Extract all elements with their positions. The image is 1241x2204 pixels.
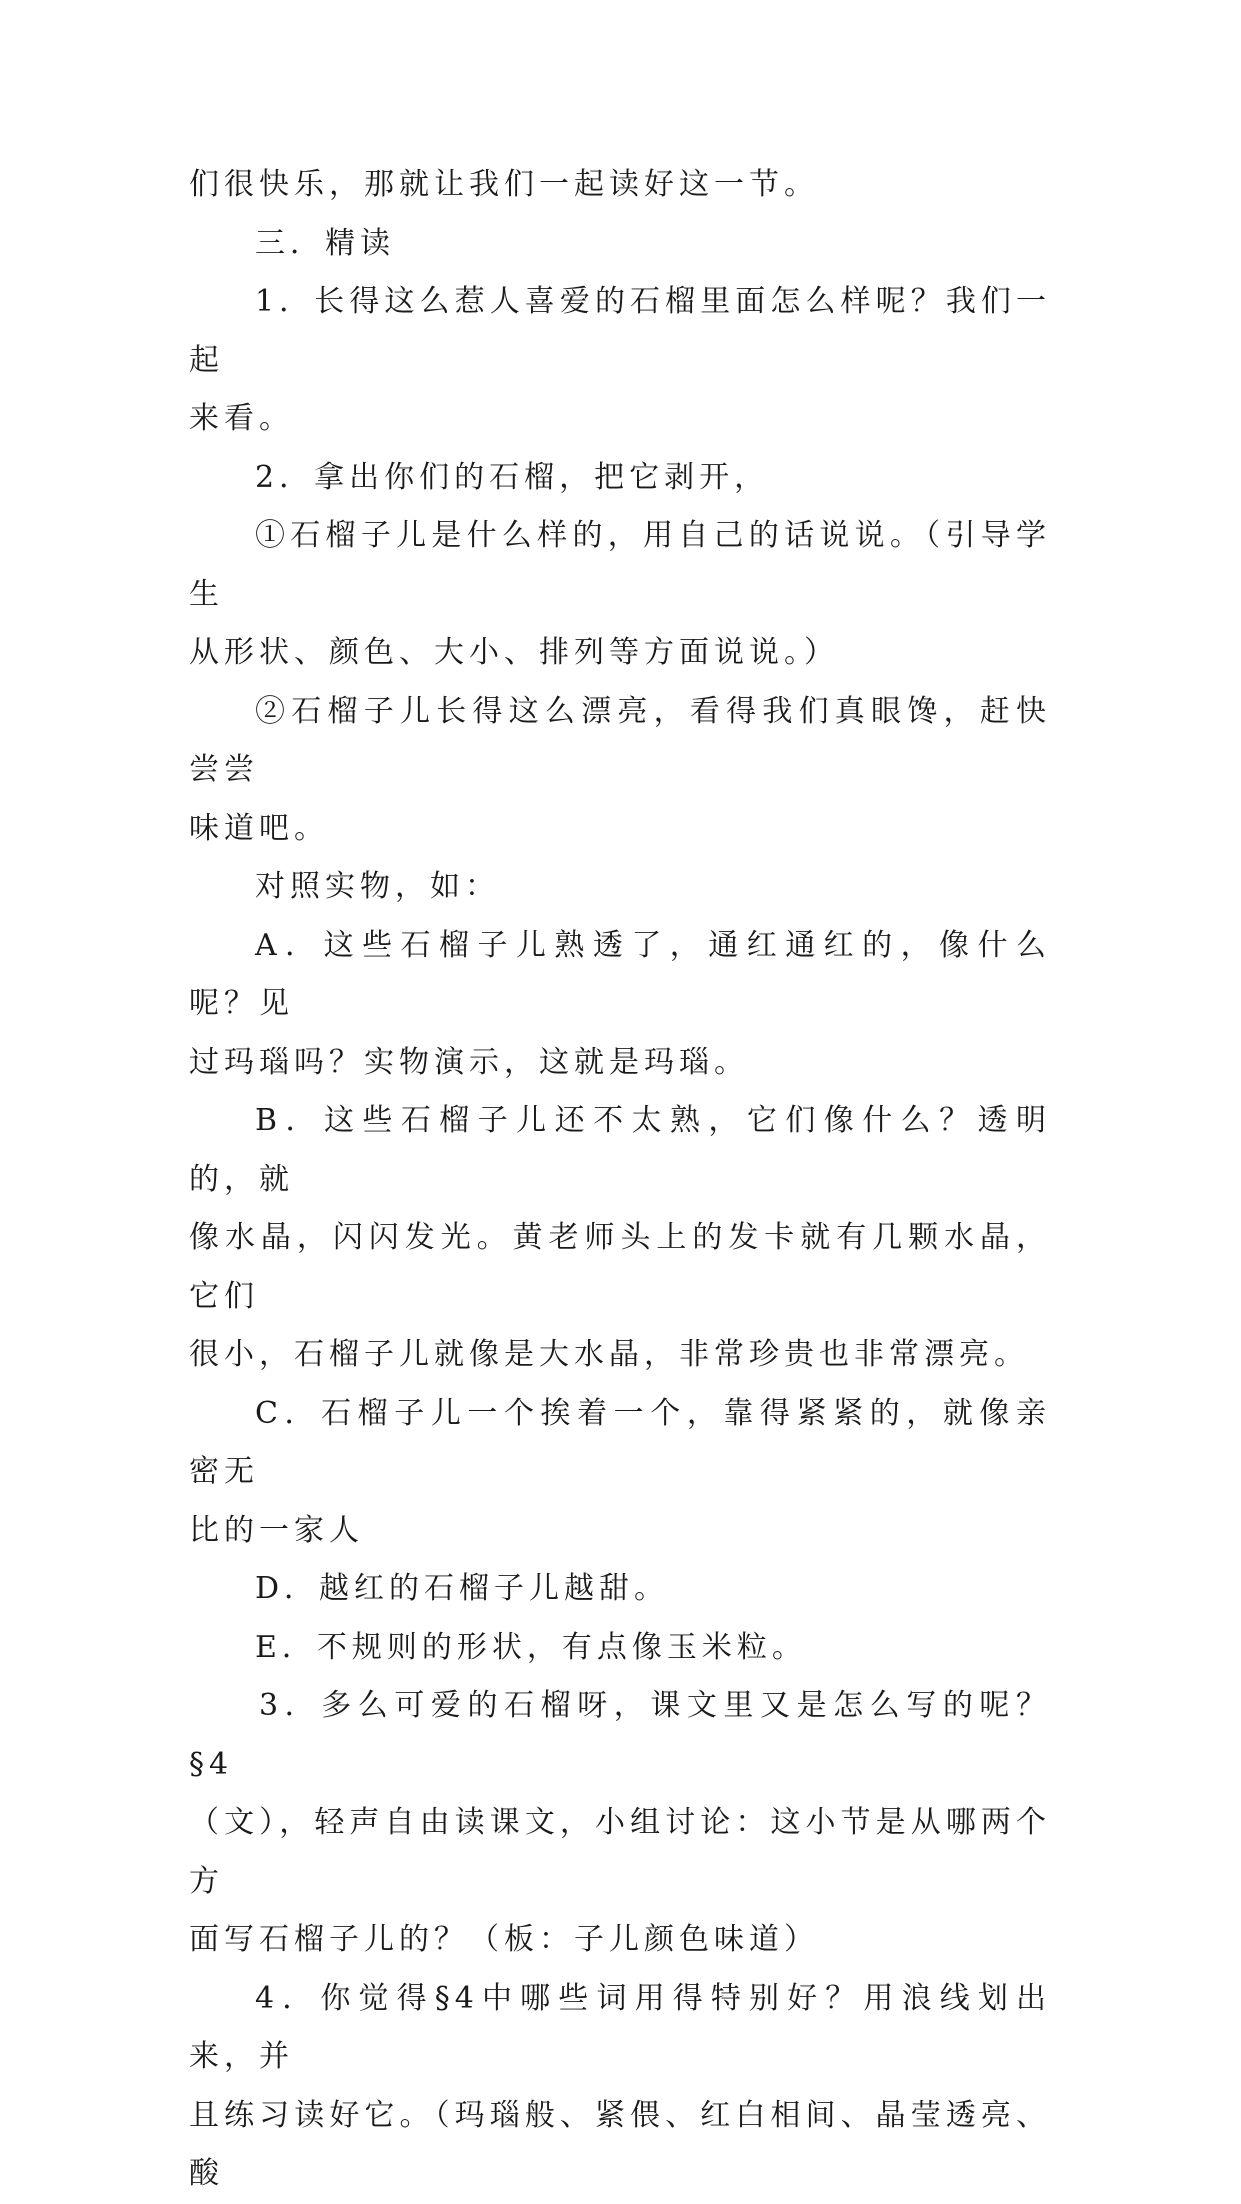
paragraph-item-c: C．石榴子儿一个挨着一个，靠得紧紧的，就像亲密无 比的一家人 <box>189 1395 1051 1548</box>
paragraph-step-2: 2．拿出你们的石榴，把它剥开， <box>255 459 770 495</box>
paragraph-step-1: 1．长得这么惹人喜爱的石榴里面怎么样呢？我们一起 来看。 <box>189 284 1051 436</box>
paragraph-compare-intro: 对照实物，如： <box>255 869 500 904</box>
paragraph-item-a: A．这些石榴子儿熟透了，通红通红的，像什么呢？见 过玛瑙吗？实物演示，这就是玛瑙。 <box>189 927 1051 1080</box>
paragraph-step-3: 3．多么可爱的石榴呀，课文里又是怎么写的呢？§4 （文），轻声自由读课文，小组讨论：这小节是从哪两个方 面写石榴子儿的？（板：子儿颜色味道） <box>189 1688 1051 1957</box>
paragraph-continuation: 们很快乐，那就让我们一起读好这一节。 <box>189 167 819 202</box>
paragraph-item-e: E．不规则的形状，有点像玉米粒。 <box>255 1629 807 1665</box>
paragraph-sub-2: ②石榴子儿长得这么漂亮，看得我们真眼馋，赶快尝尝 味道吧。 <box>189 693 1051 846</box>
paragraph-step-4: 4．你觉得§4中哪些词用得特别好？用浪线划出来，并 且练习读好它。（玛瑙般、紧偎、红白相间、晶莹透亮、酸 <box>189 1980 1051 2191</box>
section-heading-intensive-reading: 三．精读 <box>255 225 395 261</box>
paragraph-sub-1: ①石榴子儿是什么样的，用自己的话说说。（引导学生 从形状、颜色、大小、排列等方面说说。） <box>189 518 1051 670</box>
body-text <box>189 156 1051 2204</box>
paragraph-item-b: B．这些石榴子儿还不太熟，它们像什么？透明的，就 像水晶，闪闪发光。黄老师头上的发卡就有几颗水晶，它们 很小，石榴子儿就像是大水晶，非常珍贵也非常漂亮。 <box>189 1103 1051 1372</box>
paragraph-item-d: D．越红的石榴子儿越甜。 <box>255 1571 670 1606</box>
